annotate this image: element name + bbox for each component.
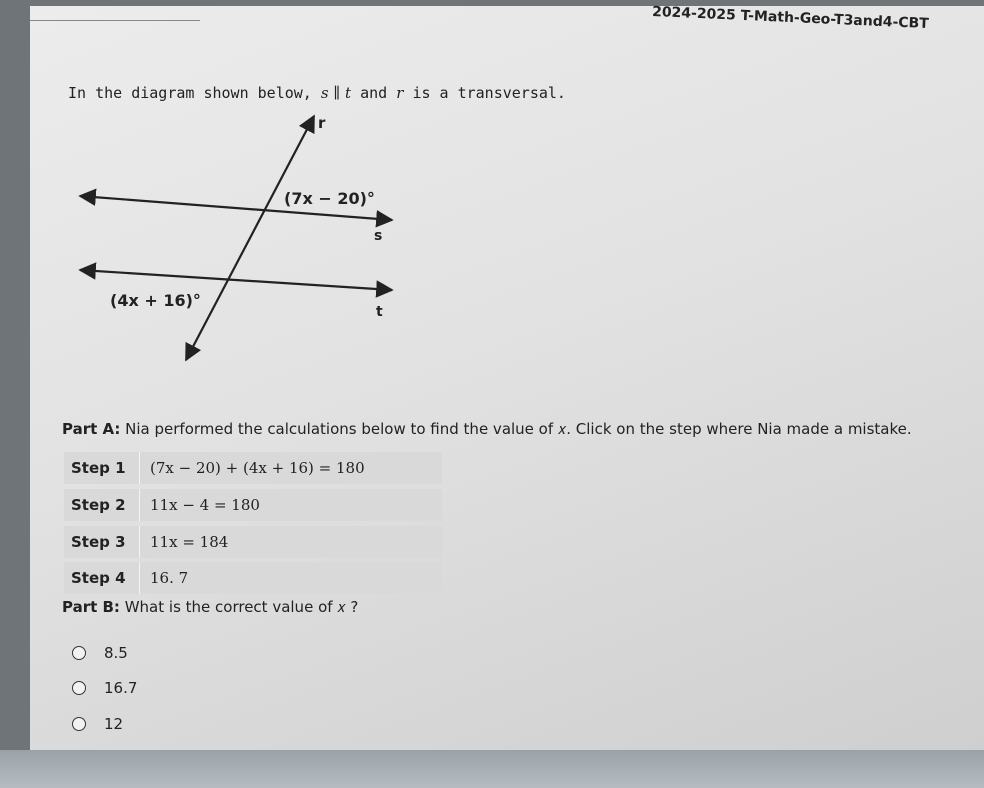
- part-b-heading: Part B:: [62, 598, 120, 616]
- step-expression: (7x − 20) + (4x + 16) = 180: [150, 459, 365, 477]
- radio-button[interactable]: [72, 646, 86, 660]
- answer-option-3[interactable]: [72, 713, 123, 735]
- angle-top-label: (7x − 20)°: [284, 189, 375, 208]
- option-label: 12: [104, 715, 124, 733]
- header-divider: [30, 20, 200, 21]
- parallel-lines-diagram: [76, 112, 406, 372]
- question-prefix: In the diagram shown below,: [68, 84, 312, 102]
- radio-button[interactable]: [72, 681, 86, 695]
- answer-option-2[interactable]: [72, 677, 137, 699]
- step-label: Step 3: [64, 526, 140, 558]
- part-a-text: Nia performed the calculations below to find the value of 𝑥. Click on the step where Nia made a mistake.: [125, 420, 912, 438]
- question-suffix: is a transversal.: [412, 84, 566, 102]
- test-title: 2024-2025 T-Math-Geo-T3and4-CBT: [651, 3, 930, 33]
- question-math-parallel: s ∥ t: [320, 84, 352, 102]
- step-label: Step 2: [64, 489, 140, 521]
- step-expression: 16. 7: [150, 569, 189, 587]
- answer-option-1[interactable]: [72, 642, 128, 664]
- part-a-heading: Part A:: [62, 420, 121, 438]
- question-middle: and: [360, 84, 388, 102]
- step-row-2[interactable]: [64, 489, 442, 521]
- step-row-3[interactable]: [64, 526, 442, 558]
- angle-bottom-label: (4x + 16)°: [110, 291, 201, 310]
- radio-button[interactable]: [72, 717, 86, 731]
- label-s: s: [374, 228, 383, 244]
- label-r: r: [318, 114, 326, 132]
- part-a-prompt: [62, 420, 912, 438]
- step-row-4[interactable]: [64, 562, 442, 594]
- step-label: Step 4: [64, 562, 140, 594]
- question-math-r: r: [396, 84, 404, 102]
- step-row-1[interactable]: [64, 452, 442, 484]
- line-r: [186, 116, 314, 360]
- label-t: t: [376, 304, 383, 320]
- part-b-prompt: [62, 598, 358, 616]
- part-b-text: What is the correct value of 𝑥 ?: [124, 598, 359, 616]
- step-expression: 11x − 4 = 180: [150, 496, 260, 514]
- question-text: [68, 84, 566, 102]
- step-label: Step 1: [64, 452, 140, 484]
- screen-bottom-bezel: [0, 750, 984, 788]
- step-expression: 11x = 184: [150, 533, 229, 551]
- line-t: [80, 270, 392, 290]
- option-label: 16.7: [104, 679, 138, 697]
- option-label: 8.5: [104, 644, 128, 662]
